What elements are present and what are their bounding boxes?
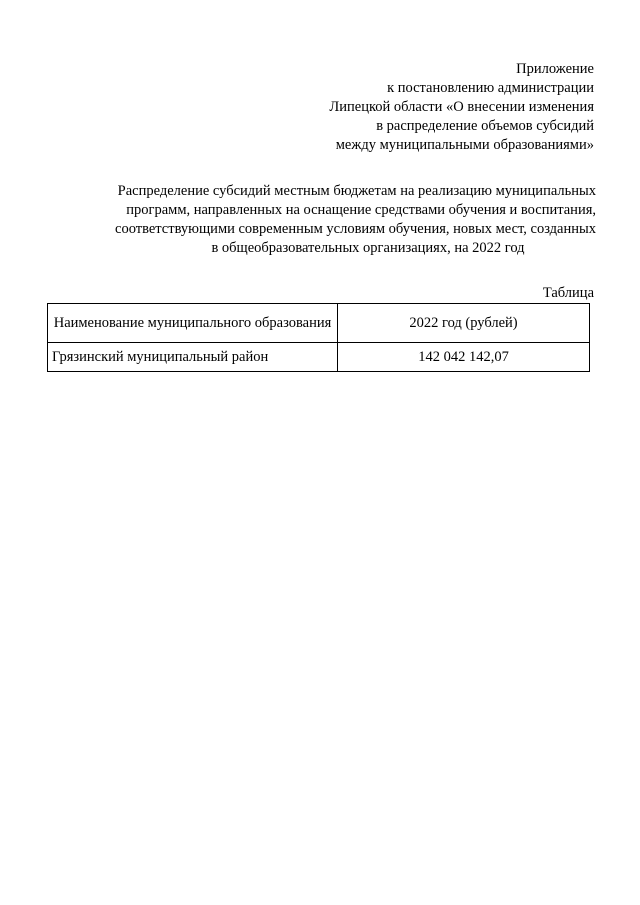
title-line-2: программ, направленных на оснащение средствами обучения и воспитания, [126,202,596,218]
appendix-line-1: Приложение [516,61,594,77]
title-line-4: в общеобразовательных организациях, на 2022 год [211,240,525,256]
cell-amount: 142 042 142,07 [338,343,590,372]
appendix-line-3: Липецкой области «О внесении изменения [329,99,594,115]
cell-municipality: Грязинский муниципальный район [48,343,338,372]
appendix-line-2: к постановлению администрации [387,80,594,96]
table-header-row [48,304,590,343]
appendix-line-4: в распределение объемов субсидий [376,118,594,134]
appendix-block [274,60,594,155]
header-year-amount: 2022 год (рублей) [338,304,590,343]
title-line-1: Распределение субсидий местным бюджетам на реализацию муниципальных [117,183,596,199]
header-municipality: Наименование муниципального образования [48,304,338,343]
table-caption: Таблица [542,285,594,301]
title-line-3: соответствующими современным условиям обучения, новых мест, созданных [115,221,596,237]
document-title [80,182,596,258]
subsidy-table [47,303,590,372]
table-row [48,343,590,372]
appendix-line-5: между муниципальными образованиями» [335,137,594,153]
